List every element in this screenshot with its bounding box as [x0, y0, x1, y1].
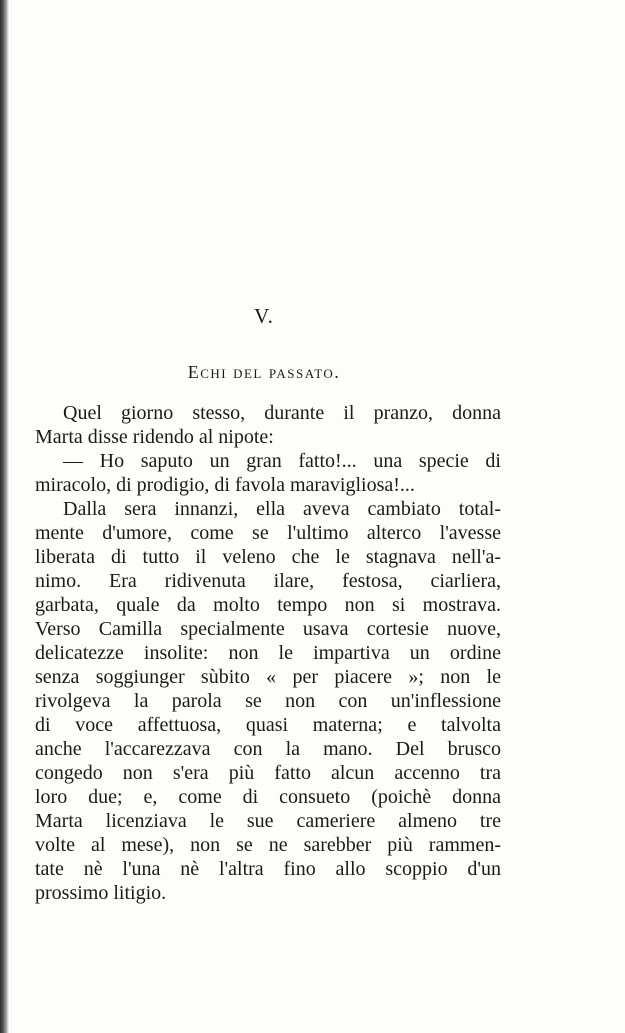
text-line: delicatezze insolite: non le impartiva un ordine [35, 642, 501, 664]
text-line: liberata di tutto il veleno che le stagnava nell'a- [35, 546, 501, 568]
page-binding-edge [0, 0, 9, 1033]
text-line: Marta licenziava le sue cameriere almeno tre [35, 810, 501, 832]
text-line: rivolgeva la parola se non con un'inflessione [35, 690, 501, 712]
text-line: Verso Camilla specialmente usava cortesie nuove, [35, 618, 501, 640]
text-line: — Ho saputo un gran fatto!... una specie di [63, 450, 501, 472]
chapter-title [0, 362, 528, 383]
text-line: mente d'umore, come se l'ultimo alterco l'avesse [35, 522, 501, 544]
body-text [35, 401, 501, 905]
text-line: Marta disse ridendo al nipote: [35, 426, 274, 448]
text-line: Quel giorno stesso, durante il pranzo, donna [63, 402, 501, 424]
chapter-title-text: Echi del passato. [187, 362, 341, 382]
text-line: Dalla sera innanzi, ella aveva cambiato total- [63, 498, 501, 520]
text-line: di voce affettuosa, quasi materna; e talvolta [35, 714, 501, 736]
text-line: tate nè l'una nè l'altra fino allo scoppio d'un [35, 858, 501, 880]
text-line: senza soggiunger sùbito « per piacere »; non le [35, 666, 501, 688]
text-line: loro due; e, come di consueto (poichè donna [35, 786, 501, 808]
text-line: garbata, quale da molto tempo non si mostrava. [35, 594, 501, 616]
chapter-number: V. [254, 304, 274, 328]
text-line: miracolo, di prodigio, di favola maravigliosa!... [35, 474, 415, 496]
text-line: anche l'accarezzava con la mano. Del brusco [35, 738, 501, 760]
text-line: nimo. Era ridivenuta ilare, festosa, ciarliera, [35, 570, 501, 592]
text-line: volte al mese), non se ne sarebber più rammen- [35, 834, 501, 856]
text-line: congedo non s'era più fatto alcun accenno tra [35, 762, 501, 784]
text-line: prossimo litigio. [35, 882, 167, 904]
